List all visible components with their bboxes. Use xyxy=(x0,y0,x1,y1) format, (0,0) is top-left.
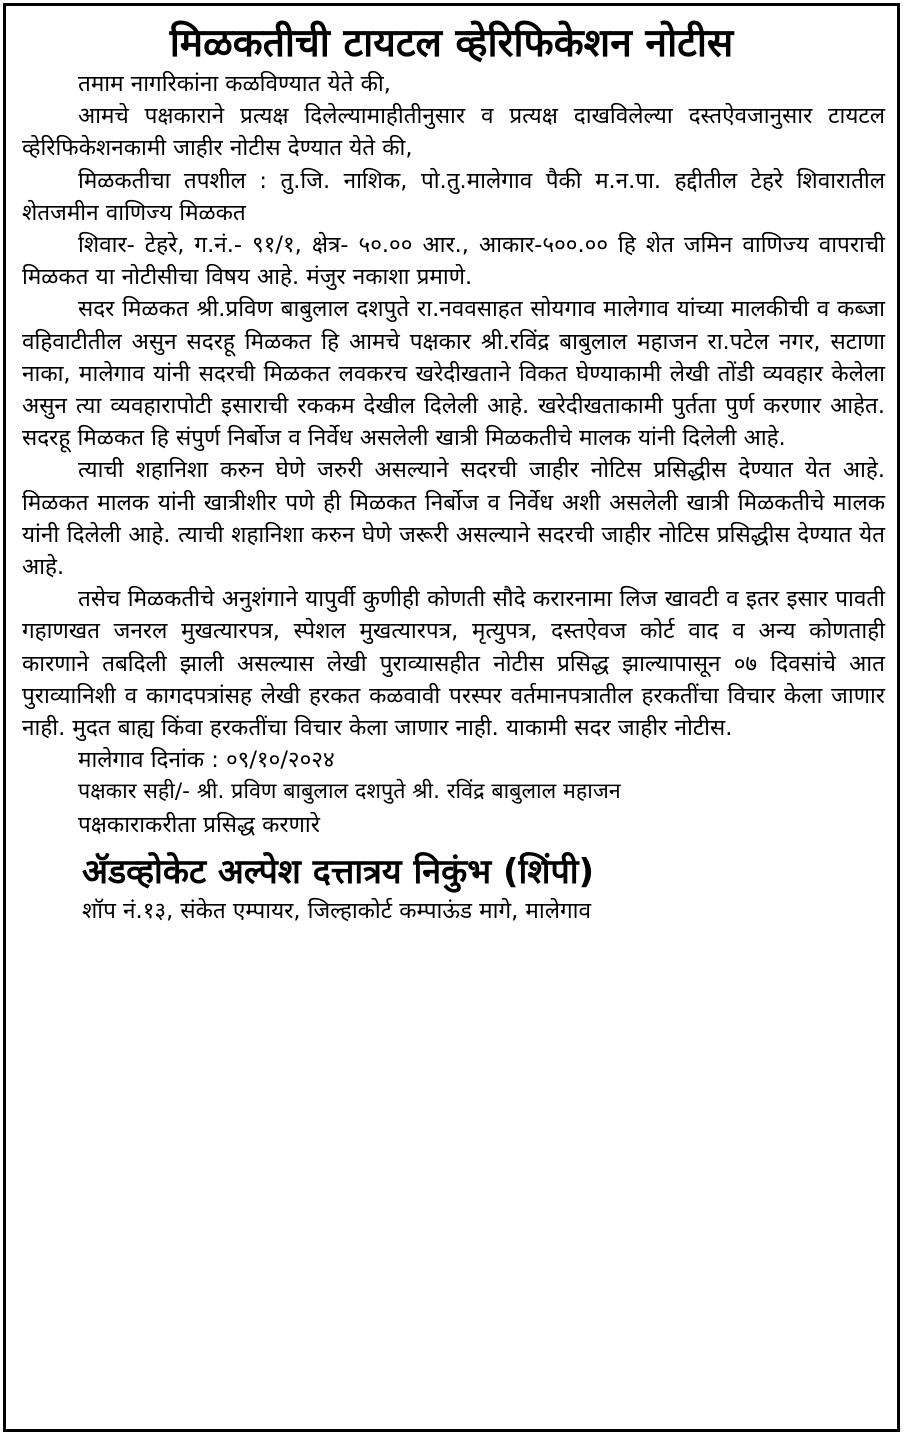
ownership-paragraph: सदर मिळकत श्री.प्रविण बाबुलाल दशपुते रा.नववसाहत सोयगाव मालेगाव यांच्या मालकीची व कब्जा वहिवाटीतील असुन सदरहू मिळकत हि आमचे पक्षकार श्री.रविंद्र बाबुलाल महाजन रा.पटेल नगर, सटाणा नाका, मालेगाव यांनी सदरची मिळकत लवकरच खरेदीखताने विकत घेण्याकामी लेखी तोंडी व्यवहार केलेला असुन त्या व्यवहारापोटी इसाराची रककम देखील दिलेली आहे. खरेदीखताकामी पुर्तता पुर्ण करणार आहेत. सदरहू मिळकत हि संपुर्ण निर्बोज व निर्वेध असलेली खात्री मिळकतीचे मालक यांनी दिलेली आहे. xyxy=(22,296,885,452)
objections-paragraph: तसेच मिळकतीचे अनुशंगाने यापुर्वी कुणीही कोणती सौदे करारनामा लिज खावटी व इतर इसार पावती गहाणखत जनरल मुखत्यारपत्र, स्पेशल मुखत्यारपत्र, मृत्युपत्र, दस्तऐवज कोर्ट वाद व अन्य कोणताही कारणाने तबदिली झाली असल्यास लेखी पुराव्यासहीत नोटीस प्रसिद्ध झाल्यापासून ०७ दिवसांचे आत पुराव्यानिशी व कागदपत्रांसह लेखी हरकत कळवावी परस्पर वर्तमानपत्रातील हरकतींचा विचार केला जाणार नाही. मुदत बाह्य किंवा हरकतींचा विचार केला जाणार नाही. याकामी सदर जाहीर नोटीस. xyxy=(22,586,886,742)
greeting: तमाम नागरिकांना कळविण्यात येते की, xyxy=(78,71,391,97)
advocate-name: ॲडव्होकेट अल्पेश दत्तात्रय निकुंभ (शिंपी) xyxy=(82,851,595,892)
place-date: मालेगाव दिनांक : ०९/१०/२०२४ xyxy=(78,747,335,774)
property-details: मिळकतीचा तपशील : तु.जि. नाशिक, पो.तु.मालेगाव पैकी म.न.पा. हद्दीतील टेहरे शिवारातील शेतजमीन वाणिज्य मिळकत xyxy=(22,167,885,226)
intro-paragraph: आमचे पक्षकाराने प्रत्यक्ष दिलेल्यामाहीतीनुसार व प्रत्यक्ष दाखविलेल्या दस्तऐवजानुसार टायटल व्हेरिफिकेशनकामी जाहीर नोटीस देण्यात येते की, xyxy=(22,103,885,162)
publisher-note: पक्षकाराकरीता प्रसिद्ध करणारे xyxy=(78,811,320,838)
notice-body xyxy=(6,68,897,841)
signatories: पक्षकार सही/- श्री. प्रविण बाबुलाल दशपुते श्री. रविंद्र बाबुलाल महाजन xyxy=(78,779,621,805)
verification-paragraph: त्याची शहानिशा करुन घेणे जरुरी असल्याने सदरची जाहीर नोटिस प्रसिद्धीस देण्यात येत आहे. मिळकत मालक यांनी खात्रीशीर पणे ही मिळकत निर्बोज व निर्वेध अशी असलेली खात्री मिळकतीचे मालक यांनी दिलेली आहे. त्याची शहानिशा करुन घेणे जरूरी असल्याने सदरची जाहीर नोटिस प्रसिद्धीस देण्यात येत आहे. xyxy=(22,457,885,581)
public-notice xyxy=(3,3,900,1432)
notice-title: मिळकतीची टायटल व्हेरिफिकेशन नोटीस xyxy=(169,21,734,66)
advocate-address: शॉप नं.१३, संकेत एम्पायर, जिल्हाकोर्ट कम्पाऊंड मागे, मालेगाव xyxy=(82,897,591,924)
survey-details: शिवार- टेहरे, ग.नं.- ९१/१, क्षेत्र- ५०.०० आर., आकार-५००.०० हि शेत जमिन वाणिज्य वापराची मिळकत या नोटीसीचा विषय आहे. मंजुर नकाशा प्रमाणे. xyxy=(22,232,885,291)
